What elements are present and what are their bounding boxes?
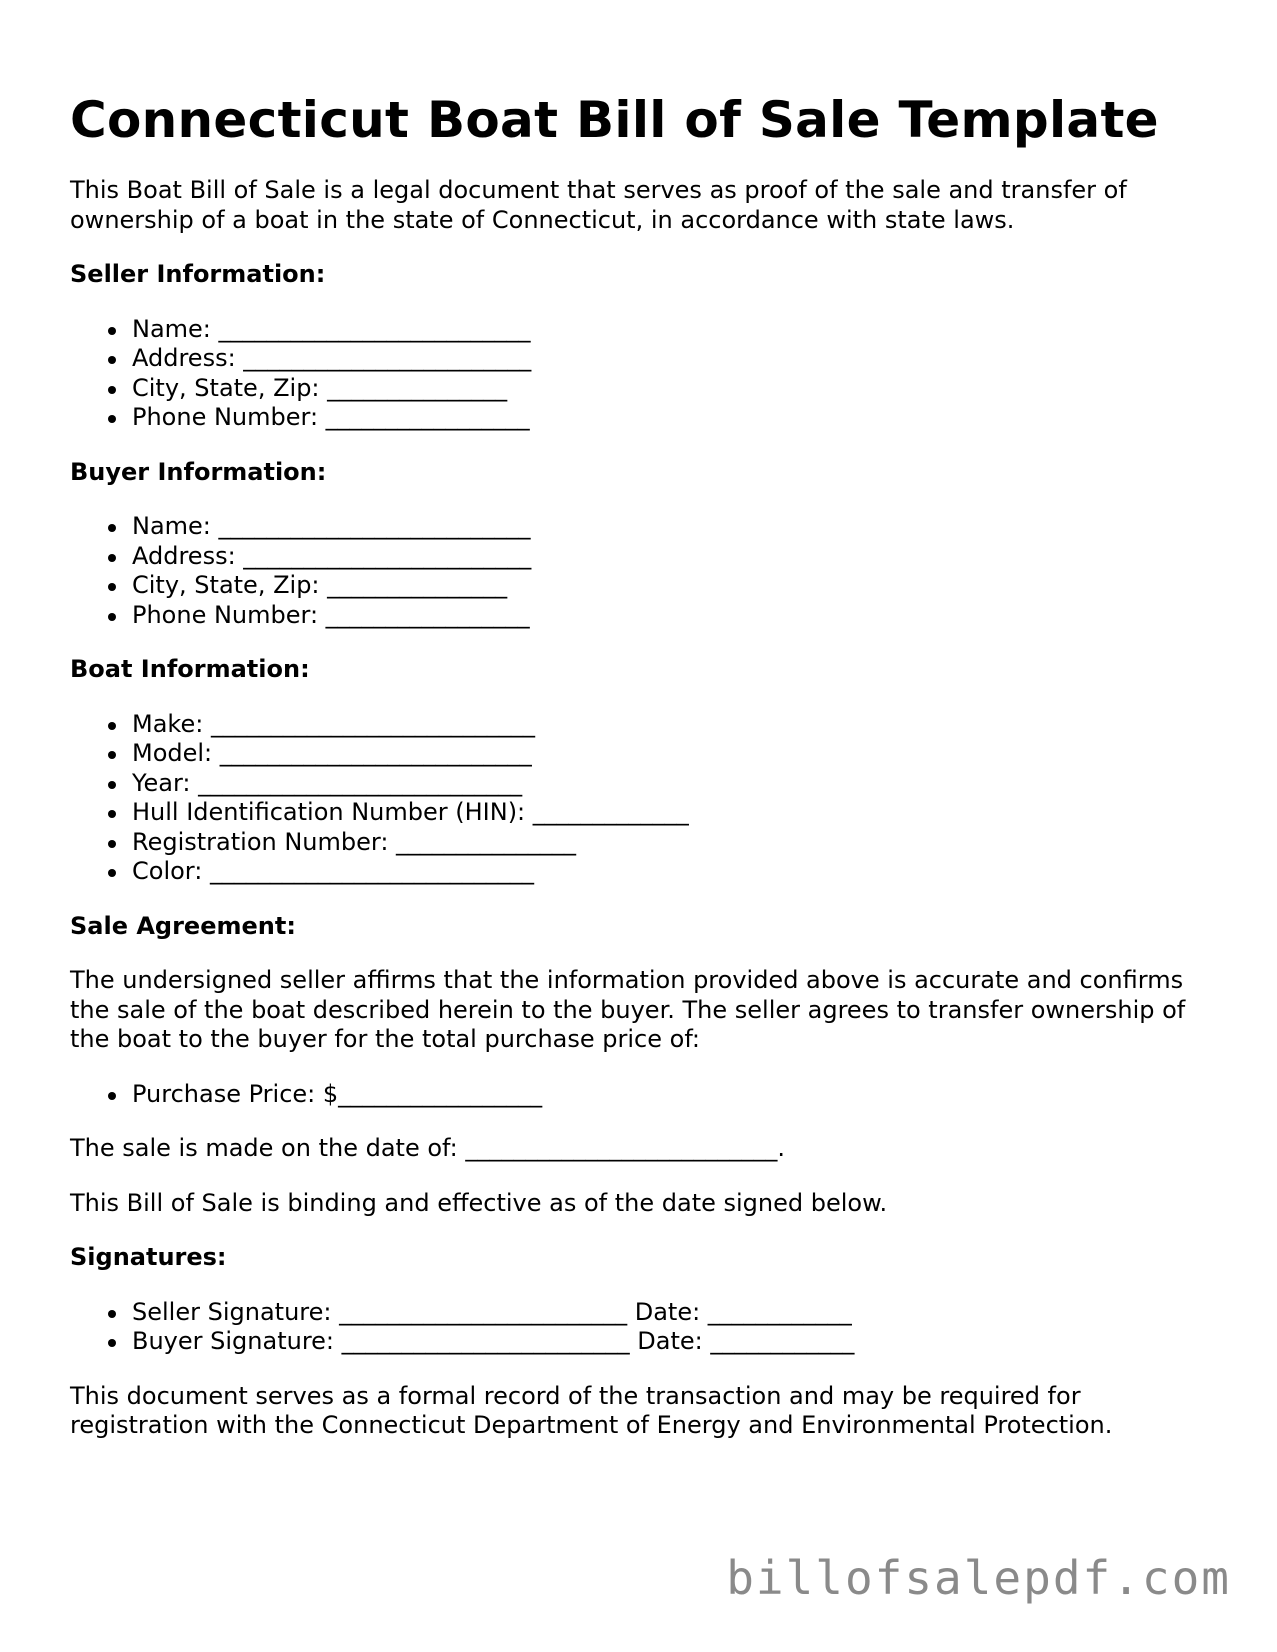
signatures-heading: Signatures: xyxy=(70,1243,227,1271)
purchase-price-field: Purchase Price: $_________________ xyxy=(132,1080,1210,1110)
boat-model-field: Model: __________________________ xyxy=(132,739,1210,769)
seller-address-field: Address: ________________________ xyxy=(132,344,1210,374)
page-title: Connecticut Boat Bill of Sale Template xyxy=(70,91,1159,149)
seller-name-field: Name: __________________________ xyxy=(132,315,1210,345)
buyer-name-field: Name: __________________________ xyxy=(132,512,1210,542)
closing-paragraph: This document serves as a formal record of the transaction and may be required for registration with the Connecticut Department of Energy and Environmental Protection. xyxy=(70,1381,1113,1439)
watermark: billofsalepdf.com xyxy=(726,1551,1231,1605)
price-list xyxy=(70,1080,1210,1110)
boat-heading: Boat Information: xyxy=(70,655,310,683)
boat-registration-field: Registration Number: _______________ xyxy=(132,828,1210,858)
boat-year-field: Year: ___________________________ xyxy=(132,769,1210,799)
buyer-address-field: Address: ________________________ xyxy=(132,542,1210,572)
seller-signature-field: Seller Signature: ________________________ Date: ____________ xyxy=(132,1298,1210,1328)
seller-heading: Seller Information: xyxy=(70,260,326,288)
seller-phone-field: Phone Number: _________________ xyxy=(132,403,1210,433)
boat-list xyxy=(70,710,1210,887)
seller-list xyxy=(70,315,1210,433)
seller-city-state-zip-field: City, State, Zip: _______________ xyxy=(132,374,1210,404)
buyer-heading: Buyer Information: xyxy=(70,457,327,486)
boat-make-field: Make: ___________________________ xyxy=(132,710,1210,740)
boat-hin-field: Hull Identification Number (HIN): _____________ xyxy=(132,798,1210,828)
sale-agreement-paragraph: The undersigned seller affirms that the information provided above is accurate and confirms the sale of the boat described herein to the buyer. The seller agrees to transfer ownership of the boat to the buyer for the total purchase price of: xyxy=(70,966,1186,1053)
boat-color-field: Color: ___________________________ xyxy=(132,857,1210,887)
sale-date-line: The sale is made on the date of: __________________________. xyxy=(70,1134,785,1162)
intro-paragraph: This Boat Bill of Sale is a legal document that serves as proof of the sale and transfer of ownership of a boat in the state of Connecticut, in accordance with state laws. xyxy=(70,176,1127,234)
buyer-city-state-zip-field: City, State, Zip: _______________ xyxy=(132,571,1210,601)
signatures-list xyxy=(70,1298,1210,1357)
document-page xyxy=(70,84,1210,1441)
binding-statement: This Bill of Sale is binding and effective as of the date signed below. xyxy=(70,1188,888,1217)
sale-agreement-heading: Sale Agreement: xyxy=(70,911,296,940)
buyer-phone-field: Phone Number: _________________ xyxy=(132,601,1210,631)
buyer-signature-field: Buyer Signature: ________________________ Date: ____________ xyxy=(132,1327,1210,1357)
buyer-list xyxy=(70,512,1210,630)
